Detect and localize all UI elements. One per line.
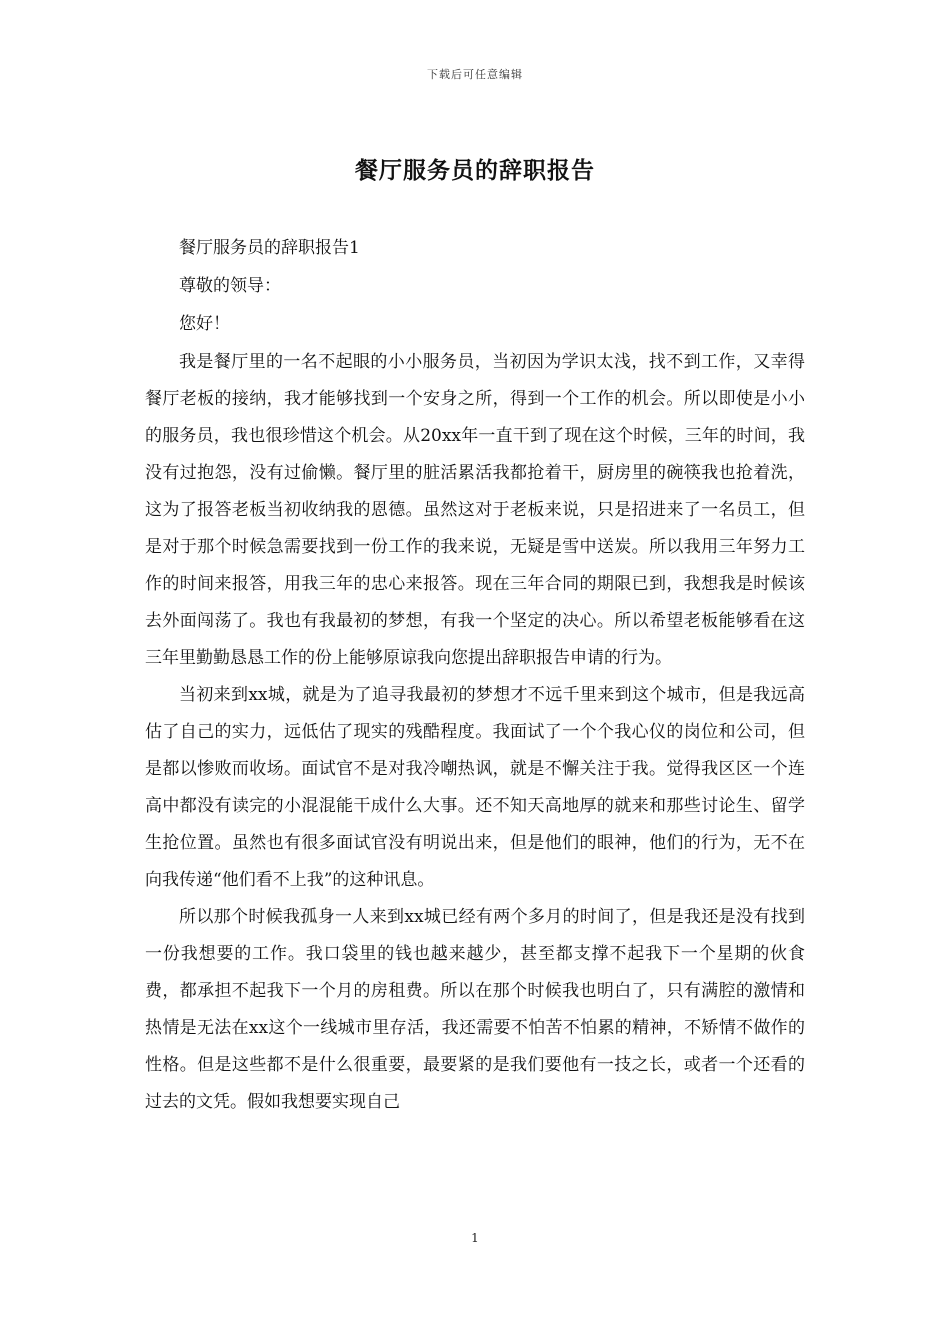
document-body [145, 230, 805, 1121]
page-number: 1 [471, 1231, 479, 1245]
body-paragraph-3: 所以那个时候我孤身一人来到xx城已经有两个多月的时间了，但是我还是没有找到一份我想要的工作。我口袋里的钱也越来越少，甚至都支撑不起我下一个星期的伙食费，都承担不起我下一个月的房租费。所以在那个时候我也明白了，只有满腔的激情和热情是无法在xx这个一线城市里存活，我还需要不怕苦不怕累的精神，不矫情不做作的性格。但是这些都不是什么很重要，最要紧的是我们要他有一技之长，或者一个还看的过去的文凭。假如我想要实现自己 [145, 907, 805, 1112]
greeting: 您好！ [179, 314, 230, 334]
salutation: 尊敬的领导： [179, 276, 281, 296]
document-title: 餐厅服务员的辞职报告 [355, 157, 595, 184]
page-header-note: 下载后可任意编辑 [427, 68, 523, 81]
body-paragraph-2: 当初来到xx城，就是为了追寻我最初的梦想才不远千里来到这个城市，但是我远高估了自己的实力，远低估了现实的残酷程度。我面试了一个个我心仪的岗位和公司，但是都以惨败而收场。面试官不是对我冷嘲热讽，就是不懈关注于我。觉得我区区一个连高中都没有读完的小混混能干成什么大事。还不知天高地厚的就来和那些讨论生、留学生抢位置。虽然也有很多面试官没有明说出来，但是他们的眼神，他们的行为，无不在向我传递“他们看不上我”的这种讯息。 [145, 685, 805, 890]
body-paragraph-1: 我是餐厅里的一名不起眼的小小服务员，当初因为学识太浅，找不到工作，又幸得餐厅老板的接纳，我才能够找到一个安身之所，得到一个工作的机会。所以即使是小小的服务员，我也很珍惜这个机会。从20xx年一直干到了现在这个时候，三年的时间，我没有过抱怨，没有过偷懒。餐厅里的脏活累活我都抢着干，厨房里的碗筷我也抢着洗，这为了报答老板当初收纳我的恩德。虽然这对于老板来说，只是招进来了一名员工，但是对于那个时候急需要找到一份工作的我来说，无疑是雪中送炭。所以我用三年努力工作的时间来报答，用我三年的忠心来报答。现在三年合同的期限已到，我想我是时候该去外面闯荡了。我也有我最初的梦想，有我一个坚定的决心。所以希望老板能够看在这三年里勤勤恳恳工作的份上能够原谅我向您提出辞职报告申请的行为。 [145, 352, 805, 668]
document-subtitle: 餐厅服务员的辞职报告1 [179, 238, 360, 258]
